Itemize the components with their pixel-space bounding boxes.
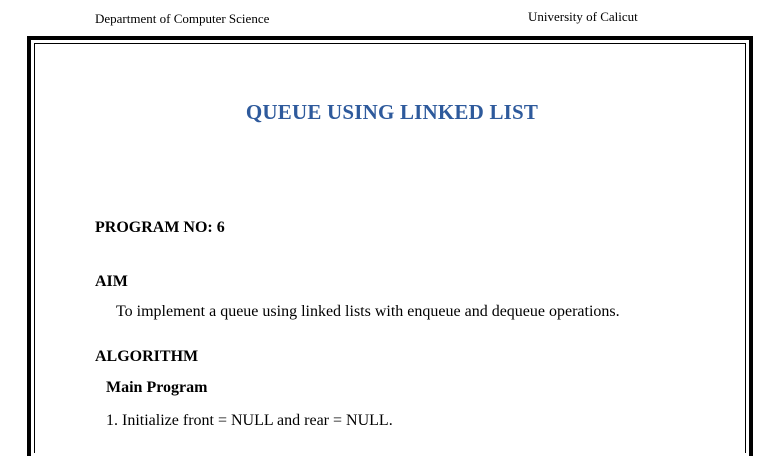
document-title: QUEUE USING LINKED LIST	[245, 100, 539, 124]
program-number: PROGRAM NO: 6	[95, 219, 225, 236]
header-university: University of Calicut	[528, 9, 638, 24]
algorithm-heading: ALGORITHM	[95, 348, 199, 365]
aim-text: To implement a queue using linked lists with enqueue and dequeue operations.	[116, 303, 620, 320]
algorithm-step: 1. Initialize front = NULL and rear = NULL.	[106, 412, 393, 429]
header-department: Department of Computer Science	[95, 11, 270, 26]
main-program-heading: Main Program	[106, 379, 208, 396]
aim-heading: AIM	[95, 273, 128, 290]
